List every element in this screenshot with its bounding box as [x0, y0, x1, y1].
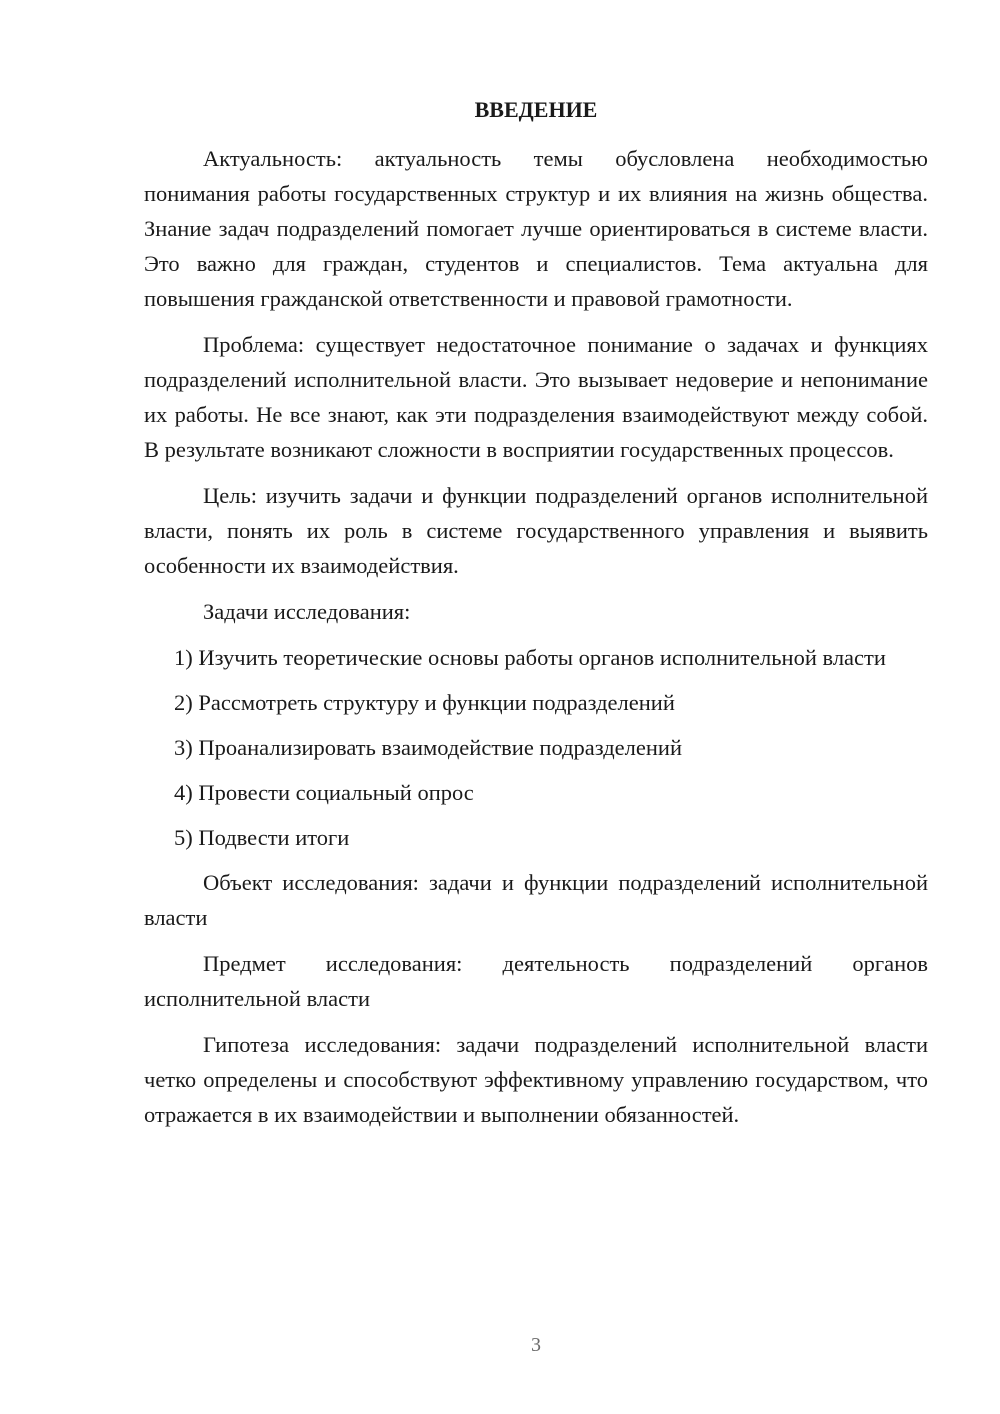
document-page [144, 92, 928, 1132]
page-number: 3 [531, 1334, 541, 1356]
problem-paragraph: Проблема: существует недостаточное понимание о задачах и функциях подразделений исполнительной власти. Это вызывает недоверие и непонимание их работы. Не все знают, как эти подразделения взаимодействуют между собой. В результате возникают сложности в восприятии государственных процессов. [144, 332, 928, 462]
subject-paragraph: Предмет исследования: деятельность подразделений органов исполнительной власти [144, 951, 928, 1011]
hypothesis-paragraph: Гипотеза исследования: задачи подразделений исполнительной власти четко определены и способствуют эффективному управлению государством, что отражается в их взаимодействии и выполнении обязанностей. [144, 1032, 928, 1127]
page-title: ВВЕДЕНИЕ [474, 97, 598, 122]
tasks-list [144, 640, 928, 855]
tasks-heading: Задачи исследования: [203, 599, 411, 624]
goal-paragraph: Цель: изучить задачи и функции подразделений органов исполнительной власти, понять их роль в системе государственного управления и выявить особенности их взаимодействия. [144, 483, 928, 578]
object-paragraph: Объект исследования: задачи и функции подразделений исполнительной власти [144, 870, 928, 930]
list-item: 3) Проанализировать взаимодействие подразделений [174, 735, 683, 760]
list-item: 2) Рассмотреть структуру и функции подразделений [174, 690, 675, 715]
list-item: 1) Изучить теоретические основы работы органов исполнительной власти [174, 645, 886, 670]
relevance-paragraph: Актуальность: актуальность темы обусловлена необходимостью понимания работы государственных структур и их влияния на жизнь общества. Знание задач подразделений помогает лучше ориентироваться в системе власти. Это важно для граждан, студентов и специалистов. Тема актуальна для повышения гражданской ответственности и правовой грамотности. [144, 146, 928, 311]
list-item: 4) Провести социальный опрос [174, 780, 474, 805]
list-item: 5) Подвести итоги [174, 825, 350, 850]
